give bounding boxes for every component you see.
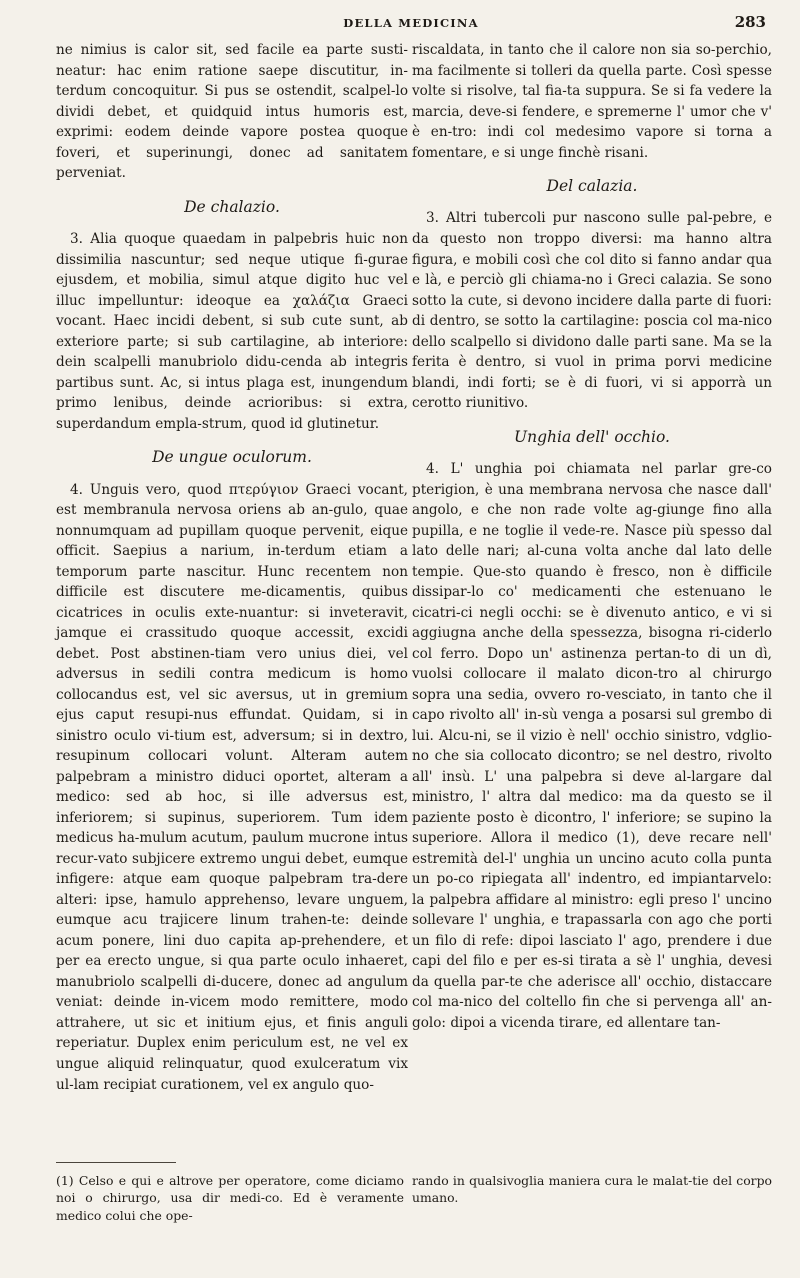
- latin-paragraph-chalazio: 3. Alia quoque quaedam in palpebris huic non dissimilia nascuntur; sed neque utique fi-gurae ejusdem, et mobilia, simul atque digito huc vel illuc impelluntur: ideoque ea χαλάζια Graeci vocant. Haec incidi debent, si sub cute sunt, ab exteriore parte; si sub cartilagine, ab interiore: dein scalpelli manubriolo didu-cenda ab integris partibus sunt. Ac, si intus plaga est, inungendum primo lenibus, deinde acrioribus: si extra, superdandum empla-strum, quod id glutinetur.: [56, 231, 408, 432]
- italian-paragraph-calazia: 3. Altri tubercoli pur nascono sulle pal-pebre, e da questo non troppo diversi: ma hanno altra figura, e mobili così che col dito si fanno andar qua e là, e perciò gli chiama-no i Greci calazia. Se sono sotto la cute, si devono incidere dalla parte di fuori: di dentro, se sotto la cartilagine: poscia col ma-nico dello scalpello si dividono dalle parti sane. Ma se la ferita è dentro, si vuol in prima porvi medicine blandi, indi forti; se è di fuori, vi si apporrà un cerotto riunitivo.: [412, 210, 772, 412]
- footnote-rule: [56, 1162, 176, 1163]
- footnote-right: rando in qualsivoglia maniera cura le malat-tie del corpo umano.: [412, 1173, 772, 1206]
- italian-column: [412, 40, 772, 1033]
- italian-paragraph-unghia: 4. L' unghia poi chiamata nel parlar gre-co pterigion, è una membrana nervosa che nasce dall' angolo, e che non rade volte ag-giunge fino alla pupilla, e ne toglie il vede-re. Nasce più spesso dal lato delle nari; al-cuna volta anche dal lato delle tempie. Que-sto quando è fresco, non è difficile dissipar-lo co' medicamenti che estenuano le cicatri-ci negli occhi: se è divenuto antico, e vi si aggiugna anche della spessezza, bisogna ri-ciderlo col ferro. Dopo un' astinenza pertan-to di un dì, vuolsi collocare il malato dicon-tro al chirurgo sopra una sedia, ovvero ro-vesciato, in tanto che il capo rivolto all' in-sù venga a posarsi sul grembo di lui. Alcu-ni, se il vizio è nell' occhio sinistro, vdglio-no che sia collocato dicontro; se nel destro, rivolto all' insù. L' una palpebra si deve al-largare dal ministro, l' altra dal medico: ma da questo se il paziente posto è dicontro, l' inferiore; se supino la superiore. Allora il medico (1), deve recare nell' estremità del-l' unghia un uncino acuto colla punta un po-co ripiegata all' indentro, ed impiantarvelo: la palpebra affidare al ministro: egli preso l' uncino sollevare l' unghia, e trapassarla con ago che porti un filo di refe: dipoi lasciato l' ago, prendere i due capi del filo e per es-si tirata a sè l' unghia, devesi da quella par-te che aderisce all' occhio, distaccare col ma-nico del coltello fin che si pervenga all' an-golo: dipoi a vicenda tirare, ed allentare tan-: [412, 461, 772, 1031]
- running-title: DELLA MEDICINA: [343, 16, 479, 30]
- latin-column: [56, 40, 408, 1095]
- footnote-left: (1) Celso e qui e altrove per operatore, come diciamo noi o chirurgo, usa dir medi-co. Ed è veramente medico colui che ope-: [56, 1173, 404, 1223]
- latin-paragraph-ungue: 4. Unguis vero, quod πτερύγιον Graeci vocant, est membranula nervosa oriens ab an-gulo, quae nonnumquam ad pupillam quoque pervenit, eique officit. Saepius a narium, in-terdum etiam a temporum parte nascitur. Hunc recentem non difficile est discutere me-dicamentis, quibus cicatrices in oculis exte-nuantur: si inveteravit, jamque ei crassitudo quoque accessit, excidi debet. Post abstinen-tiam vero unius diei, vel adversus in sedili contra medicum is homo collocandus est, vel sic aversus, ut in gremium ejus caput resupi-nus effundat. Quidam, si in sinistro oculo vi-tium est, adversum; si in dextro, resupinum collocari volunt. Alteram autem palpebram a ministro diduci oportet, alteram a medico: sed ab hoc, si ille adversus est, inferiorem; si supinus, superiorem. Tum idem medicus ha-mulum acutum, paulum mucrone intus recur-vato subjicere extremo ungui debet, eumque infigere: atque eam quoque palpebram tra-dere alteri: ipse, hamulo apprehenso, levare unguem, eumque acu trajicere linum trahen-te: deinde acum ponere, lini duo capita ap-prehendere, et per ea erecto ungue, si qua parte oculo inhaeret, manubriolo scalpelli di-ducere, donec ad angulum veniat: deinde in-vicem modo remittere, modo attrahere, ut sic et initium ejus, et finis anguli reperiatur. Duplex enim periculum est, ne vel ex ungue aliquid relinquatur, quod exulceratum vix ul-lam recipiat curationem, vel ex angulo quo-: [56, 481, 408, 1093]
- latin-intro-paragraph: ne nimius is calor sit, sed facile ea parte susti-neatur: hac enim ratione saepe discutitur, in-terdum concoquitur. Si pus se ostendit, scalpel-lo dividi debet, et quidquid intus humoris est, exprimi: eodem deinde vapore postea quoque foveri, et superinungi, donec ad sanitatem perveniat.: [56, 42, 408, 182]
- latin-section-heading-chalazio: De chalazio.: [184, 197, 280, 216]
- page-number: 283: [734, 13, 766, 31]
- italian-intro-paragraph: riscaldata, in tanto che il calore non sia so-perchio, ma facilmente si tolleri da quella parte. Così spesse volte si risolve, tal fia-ta suppura. Se si fa vedere la marcia, deve-si fendere, e spremerne l' umor che v' è en-tro: indi col medesimo vapore si torna a fomentare, e si unge finchè risani.: [412, 42, 772, 161]
- latin-section-heading-ungue: De ungue oculorum.: [152, 448, 312, 467]
- running-head: [56, 13, 766, 36]
- italian-section-heading-unghia: Unghia dell' occhio.: [514, 427, 670, 446]
- italian-section-heading-calazia: Del calazia.: [546, 177, 638, 196]
